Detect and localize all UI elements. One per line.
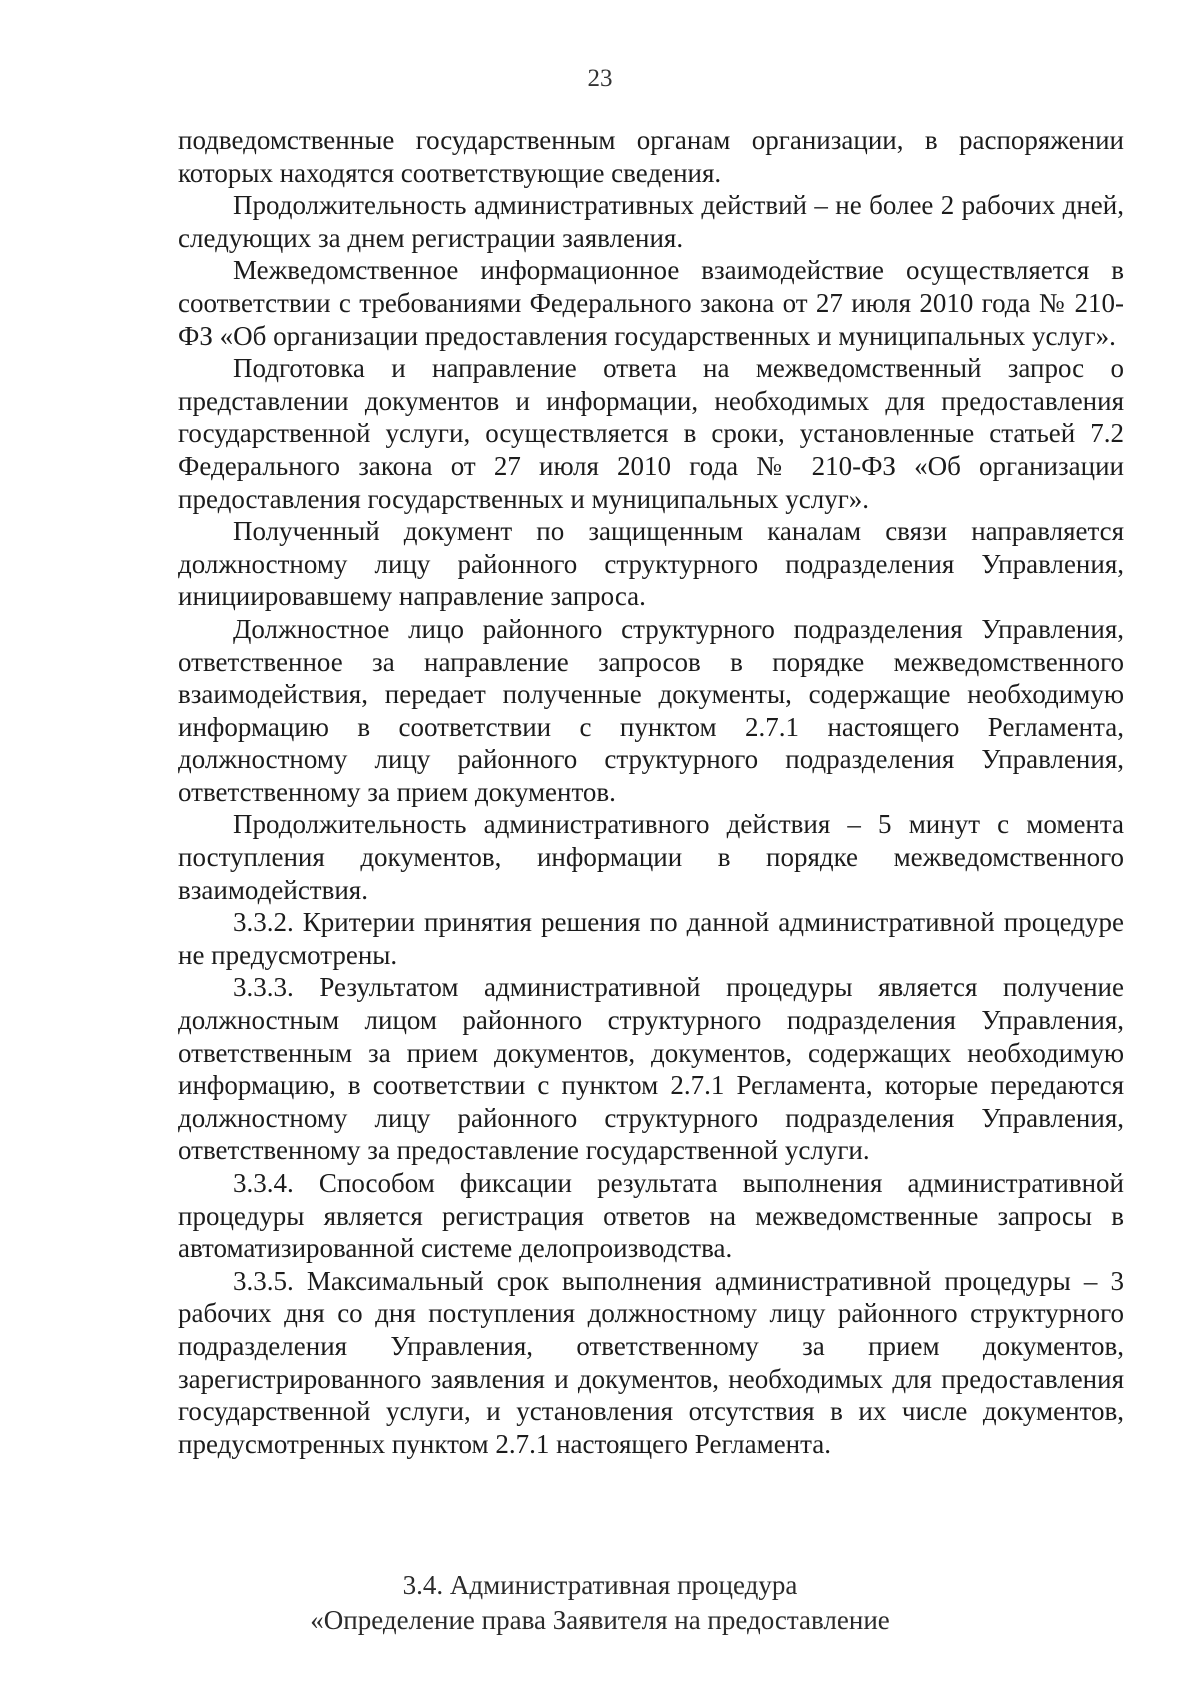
paragraph-official-transfers: Должностное лицо районного структурного подразделения Управления, ответственное за направление запросов в порядке межведомственного взаимодействия, передает полученные документы, содержащие необходимую информацию в соответствии с пунктом 2.7.1 настоящего Регламента, должностному лицу районного структурного подразделения Управления, ответственному за прием документов. [178, 613, 1124, 807]
paragraph-interagency-interaction: Межведомственное информационное взаимодействие осуществляется в соответствии с требованиями Федерального закона от 27 июля 2010 года № 210-ФЗ «Об организации предоставления государственных и муниципальных услуг». [178, 255, 1124, 351]
paragraph-3-3-3: 3.3.3. Результатом административной процедуры является получение должностным лицом районного структурного подразделения Управления, ответственным за прием документов, документов, содержащих необходимую информацию, в соответствии с пунктом 2.7.1 Регламента, которые передаются должностному лицу районного структурного подразделения Управления, ответственному за предоставление государственной услуги. [178, 972, 1124, 1166]
page-number: 23 [587, 65, 613, 92]
paragraph-3-3-5: 3.3.5. Максимальный срок выполнения административной процедуры – 3 рабочих дня со дня поступления должностному лицу районного структурного подразделения Управления, ответственному за прием документов, зарегистрированного заявления и документов, необходимых для предоставления государственной услуги, и установления отсутствия в их числе документов, предусмотренных пунктом 2.7.1 настоящего Регламента. [178, 1265, 1124, 1459]
paragraph-3-3-4: 3.3.4. Способом фиксации результата выполнения административной процедуры является регистрация ответов на межведомственные запросы в автоматизированной системе делопроизводства. [178, 1168, 1124, 1264]
paragraph-3-3-2: 3.3.2. Критерии принятия решения по данной административной процедуре не предусмотрены. [178, 907, 1124, 970]
paragraph-continuation: подведомственные государственным органам организации, в распоряжении которых находятся соответствующие сведения. [178, 125, 1124, 188]
paragraph-duration-actions: Продолжительность административных действий – не более 2 рабочих дней, следующих за днем регистрации заявления. [178, 190, 1124, 253]
section-heading-line-1: 3.4. Административная процедура [402, 1570, 798, 1600]
paragraph-action-duration: Продолжительность административного действия – 5 минут с момента поступления документов, информации в порядке межведомственного взаимодействия. [178, 809, 1124, 905]
document-body [178, 124, 1124, 1460]
section-heading-line-2: «Определение права Заявителя на предоставление [310, 1605, 890, 1635]
paragraph-response-preparation: Подготовка и направление ответа на межведомственный запрос о представлении документов и информации, необходимых для предоставления государственной услуги, осуществляется в сроки, установленные статьей 7.2 Федерального закона от 27 июля 2010 года № 210-ФЗ «Об организации предоставления государственных и муниципальных услуг». [178, 353, 1124, 514]
paragraph-received-document: Полученный документ по защищенным каналам связи направляется должностному лицу районного структурного подразделения Управления, инициировавшему направление запроса. [178, 516, 1124, 612]
